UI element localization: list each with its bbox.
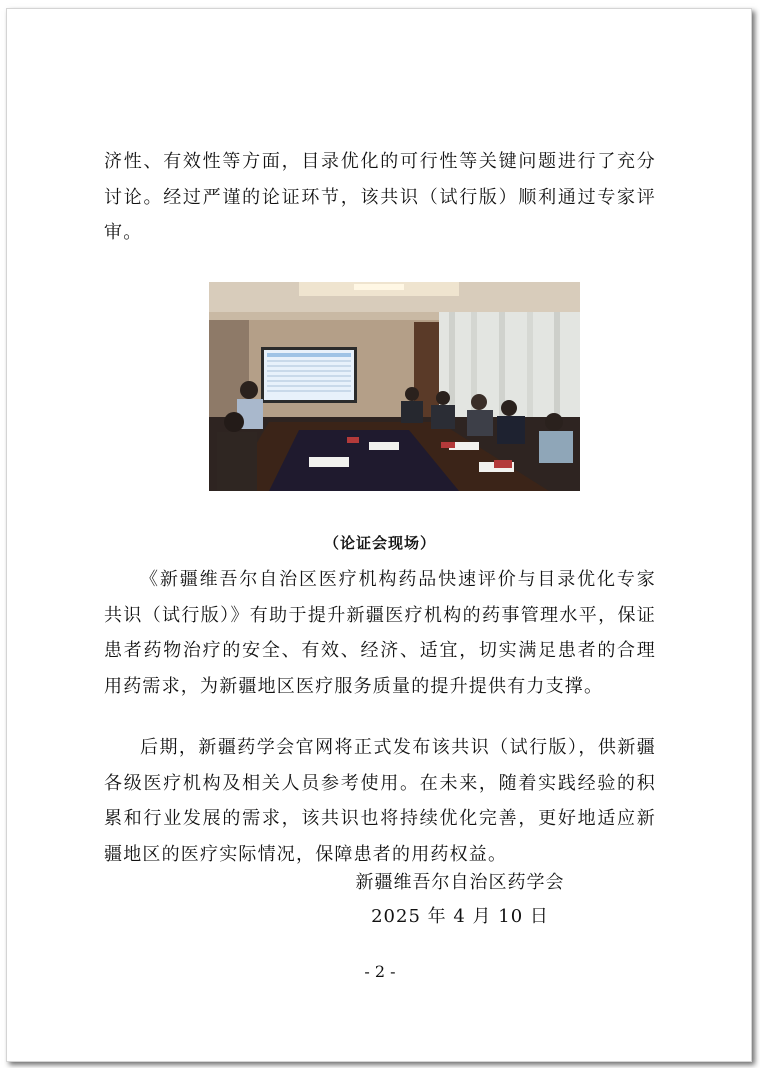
photo-caption: （论证会现场） xyxy=(323,534,436,552)
paragraph-2: 《新疆维吾尔自治区医疗机构药品快速评价与目录优化专家共识（试行版）》有助于提升新疆医疗机构的药事管理水平，保证患者药物治疗的安全、有效、经济、适宜，切实满足患者的合理用药需求，为新疆地区医疗服务质量的提升提供有力支撑。 xyxy=(104,569,656,697)
meeting-photo xyxy=(209,282,580,491)
paragraph-3: 后期，新疆药学会官网将正式发布该共识（试行版），供新疆各级医疗机构及相关人员参考使用。在未来，随着实践经验的积累和行业发展的需求，该共识也将持续优化完善，更好地适应新疆地区的医疗实际情况，保障患者的用药权益。 xyxy=(104,737,656,865)
page-number: - 2 - xyxy=(364,962,396,981)
paragraph-1: 济性、有效性等方面，目录优化的可行性等关键问题进行了充分讨论。经过严谨的论证环节，该共识（试行版）顺利通过专家评审。 xyxy=(104,151,656,243)
date: 2025 年 4 月 10 日 xyxy=(371,906,549,927)
signature: 新疆维吾尔自治区药学会 xyxy=(355,872,565,893)
